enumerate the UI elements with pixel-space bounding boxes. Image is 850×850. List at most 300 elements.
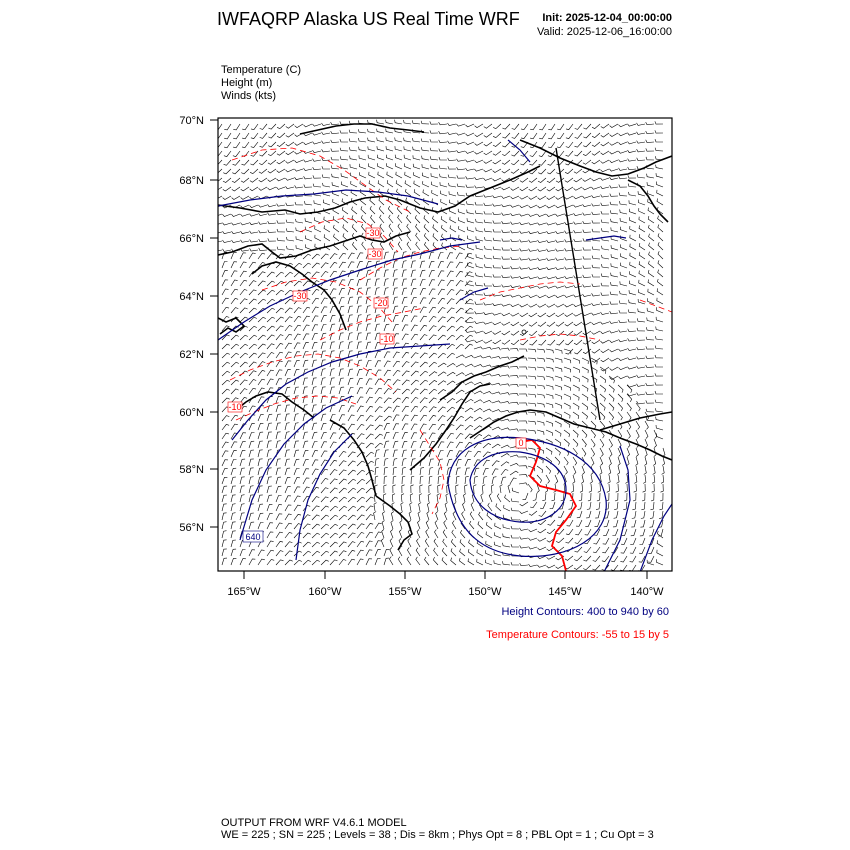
wind-barb <box>556 322 564 326</box>
wind-barb <box>438 407 446 412</box>
wind-barb <box>590 475 593 484</box>
wind-barb <box>303 478 309 484</box>
wind-barb <box>574 340 582 345</box>
wind-barb <box>418 520 421 529</box>
wind-barb <box>576 520 582 526</box>
wind-barb <box>646 346 654 349</box>
wind-barb <box>636 421 640 429</box>
wind-barb <box>441 199 447 205</box>
wind-barb <box>312 298 319 304</box>
wind-barb <box>555 286 564 288</box>
wind-barb <box>223 249 232 252</box>
wind-barb <box>467 210 474 214</box>
wind-barb <box>564 385 571 391</box>
wind-barb <box>268 133 276 138</box>
wind-barb <box>573 367 579 373</box>
wind-barb <box>357 297 362 304</box>
wind-barb <box>402 307 408 314</box>
wind-barb <box>546 430 552 436</box>
wind-barb <box>249 459 254 466</box>
wind-barb <box>435 530 439 538</box>
wind-barb <box>447 363 455 367</box>
wind-barb <box>602 556 609 562</box>
wind-barb <box>375 550 381 556</box>
wind-barb <box>231 308 238 313</box>
wind-barb <box>510 384 518 387</box>
wind-barb <box>285 290 293 295</box>
wind-barb <box>603 529 609 535</box>
wind-barb <box>222 522 227 529</box>
wind-barb <box>456 355 465 358</box>
wind-barb <box>313 150 322 153</box>
wind-barb <box>519 349 527 352</box>
wind-barb <box>285 343 292 349</box>
wind-barb <box>566 538 574 543</box>
wind-barb <box>366 550 372 556</box>
wind-barb <box>321 488 328 493</box>
wind-barb <box>357 497 365 502</box>
wind-barb <box>249 477 254 484</box>
wind-barb <box>627 448 630 457</box>
wind-barb <box>322 132 331 135</box>
wind-barb <box>484 160 492 163</box>
wind-barb <box>419 494 422 502</box>
wind-barb <box>632 502 636 510</box>
wind-barb <box>411 398 418 404</box>
wind-barb <box>598 484 601 492</box>
wind-barb <box>556 240 565 243</box>
wind-barb <box>366 279 371 286</box>
wind-barb <box>379 206 384 214</box>
wind-barb <box>267 495 272 502</box>
wind-barb <box>428 494 431 502</box>
wind-barb <box>610 292 618 295</box>
wind-barb <box>429 468 433 476</box>
wind-barb <box>573 358 580 364</box>
wind-barb <box>240 253 246 259</box>
wind-barb <box>294 560 302 565</box>
wind-barb <box>420 325 427 331</box>
wind-barb <box>655 121 663 124</box>
wind-barb <box>294 169 303 171</box>
wind-barb <box>303 460 309 467</box>
wind-barb <box>387 163 393 169</box>
wind-barb <box>594 529 600 535</box>
wind-barb <box>465 355 474 358</box>
wind-barb <box>384 432 390 439</box>
wind-barb <box>583 266 591 269</box>
wind-barb <box>321 387 326 394</box>
wind-barb <box>294 450 299 457</box>
wind-barb <box>538 313 546 317</box>
wind-barb <box>565 276 574 279</box>
wind-barb <box>520 537 528 540</box>
wind-barb <box>405 180 411 187</box>
wind-barb <box>556 313 564 317</box>
wind-barb <box>591 313 600 315</box>
wind-barb <box>420 371 428 376</box>
wind-barb <box>361 206 366 214</box>
wind-barb <box>249 424 255 430</box>
wind-barb <box>312 289 319 295</box>
wind-barb <box>465 408 473 412</box>
wind-barb <box>368 138 375 142</box>
wind-barb <box>357 397 363 403</box>
wind-barb <box>294 505 301 511</box>
wind-barb <box>537 214 546 217</box>
wind-barb <box>601 142 609 146</box>
wind-barb <box>458 209 465 214</box>
wind-barb <box>286 169 295 172</box>
wind-barb <box>277 169 285 173</box>
wind-barb <box>393 315 398 322</box>
wind-barb <box>312 124 321 126</box>
wind-barb <box>501 384 510 387</box>
wind-barb <box>637 357 645 360</box>
wind-barb <box>285 387 290 394</box>
wind-barb <box>404 120 412 124</box>
wind-barb <box>447 451 453 457</box>
wind-barb <box>502 256 510 259</box>
wind-barb <box>637 384 646 387</box>
wind-barb <box>557 124 564 130</box>
wind-barb <box>631 529 636 536</box>
wind-barb <box>502 160 510 164</box>
wind-barb <box>529 205 538 208</box>
wind-barb <box>537 421 544 426</box>
wind-barb <box>476 245 483 250</box>
wind-barb <box>411 279 416 286</box>
wind-barb <box>411 288 416 295</box>
wind-barb <box>547 277 556 279</box>
wind-barb <box>249 353 257 358</box>
wind-barb <box>402 380 410 385</box>
wind-barb <box>588 493 591 501</box>
wind-barb <box>382 529 384 538</box>
wind-barb <box>419 503 422 512</box>
wind-barb <box>295 124 303 128</box>
wind-barb <box>566 133 573 139</box>
wind-barb <box>429 326 436 331</box>
wind-barb <box>637 132 646 135</box>
wind-barb <box>305 227 312 232</box>
wind-barb <box>602 547 609 553</box>
wind-barb <box>420 389 428 394</box>
wind-barb <box>645 430 648 439</box>
wind-barb <box>429 407 436 412</box>
wind-barb <box>339 470 347 475</box>
wind-barb <box>222 280 228 286</box>
wind-barb <box>267 379 274 385</box>
wind-barb <box>322 166 330 169</box>
wind-barb <box>240 344 248 349</box>
wind-barb <box>547 258 556 261</box>
wind-barb <box>528 421 536 425</box>
wind-barb <box>402 450 407 457</box>
wind-barb <box>402 316 408 322</box>
wind-barb <box>592 220 600 223</box>
wind-barb <box>249 380 256 386</box>
wind-barb <box>600 322 609 324</box>
wind-barb <box>402 325 408 331</box>
wind-barb <box>340 130 348 133</box>
wind-barb <box>601 228 609 232</box>
wind-barb <box>402 433 408 439</box>
wind-barb <box>312 560 320 565</box>
wind-barb <box>459 217 466 223</box>
wind-barb <box>574 196 583 199</box>
wind-barb <box>623 502 627 510</box>
wind-barb <box>249 299 257 304</box>
wind-barb <box>276 423 281 430</box>
wind-barb <box>339 360 344 367</box>
wind-barb <box>395 155 402 160</box>
wind-barb <box>366 388 373 394</box>
wind-barb <box>348 262 354 268</box>
wind-barb <box>601 160 610 163</box>
wind-barb <box>546 475 550 483</box>
wind-barb <box>267 514 273 521</box>
wind-barb <box>231 549 236 556</box>
wind-barb <box>547 529 555 534</box>
wind-barb <box>573 394 579 400</box>
wind-barb <box>502 213 511 216</box>
wind-barb <box>625 475 628 483</box>
wind-barb <box>276 523 283 529</box>
wind-barb <box>267 523 273 529</box>
wind-barb <box>276 532 283 538</box>
wind-barb <box>268 230 276 233</box>
wind-barb <box>267 272 275 277</box>
wind-barb <box>330 551 338 556</box>
wind-barb <box>529 267 538 270</box>
wind-barb <box>303 487 310 493</box>
wind-barb <box>430 139 438 142</box>
wind-barb <box>224 133 231 139</box>
wind-barb <box>466 142 475 145</box>
wind-barb <box>366 425 374 430</box>
wind-barb <box>537 475 542 483</box>
wind-barb <box>547 313 555 317</box>
wind-barb <box>321 369 326 376</box>
wind-barb <box>584 547 591 553</box>
wind-barb <box>250 231 259 234</box>
wind-barb <box>456 459 462 466</box>
wind-barb <box>495 523 501 529</box>
wind-barb <box>662 466 665 474</box>
wind-barb <box>303 387 308 394</box>
wind-barb <box>303 378 308 385</box>
wind-barb <box>241 169 249 174</box>
wind-barb <box>277 151 285 155</box>
wind-barb <box>366 297 371 304</box>
wind-barb <box>475 302 483 305</box>
wind-barb <box>343 242 348 250</box>
wind-barb <box>258 379 265 385</box>
lat-label: 56°N <box>179 522 204 534</box>
wind-barb <box>564 214 573 216</box>
wind-barb <box>411 261 416 268</box>
wind-barb <box>312 551 320 556</box>
wind-barb <box>585 520 591 526</box>
wind-barb <box>456 476 460 484</box>
wind-barb <box>617 466 620 475</box>
wind-barb <box>519 421 527 424</box>
wind-barb <box>447 407 455 412</box>
wind-barb <box>429 398 437 403</box>
wind-barb <box>366 559 372 565</box>
wind-barb <box>448 166 456 169</box>
wind-barb <box>482 485 485 493</box>
wind-barb <box>493 142 501 147</box>
wind-barb <box>391 512 394 521</box>
wind-barb <box>438 363 446 367</box>
wind-barb <box>438 353 446 358</box>
wind-barb <box>416 233 420 241</box>
wind-barb <box>416 224 421 232</box>
wind-barb <box>648 556 654 562</box>
wind-barb <box>468 558 474 565</box>
wind-barb <box>231 460 237 467</box>
wind-barb <box>258 559 265 565</box>
wind-barb <box>502 230 510 233</box>
wind-barb <box>330 515 338 520</box>
wind-barb <box>481 493 483 502</box>
wind-barb <box>386 146 393 151</box>
wind-barb <box>565 556 573 560</box>
wind-barb <box>421 121 429 124</box>
wind-barb <box>249 362 257 367</box>
wind-barb <box>258 441 263 448</box>
wind-barb <box>618 358 627 361</box>
wind-barb <box>661 475 664 483</box>
wind-barb <box>377 129 384 133</box>
wind-barb <box>574 322 582 326</box>
wind-barb <box>343 216 348 223</box>
wind-barb <box>619 367 628 370</box>
wind-barb <box>528 385 536 388</box>
wind-barb <box>618 151 627 153</box>
wind-barb <box>348 415 355 421</box>
wind-barb <box>511 313 520 316</box>
wind-barb <box>464 494 467 503</box>
wind-barb <box>340 156 348 160</box>
wind-barbs <box>213 120 665 571</box>
wind-barb <box>418 512 420 521</box>
wind-barb <box>330 506 338 511</box>
wind-barb <box>222 442 229 448</box>
wind-barb <box>592 195 601 197</box>
wind-barb <box>420 316 427 322</box>
wind-barb <box>276 405 281 412</box>
wind-barb <box>429 389 437 394</box>
wind-barb <box>258 468 263 475</box>
wind-barb <box>438 485 441 493</box>
wind-barb <box>421 147 429 151</box>
wind-barb <box>303 432 308 439</box>
wind-barb <box>620 556 627 562</box>
wind-barb <box>357 360 362 367</box>
wind-barb <box>321 560 329 565</box>
wind-barb <box>438 381 446 385</box>
wind-barb <box>474 356 483 358</box>
wind-barb <box>592 284 600 287</box>
wind-barb <box>232 169 240 174</box>
wind-barb <box>468 245 475 251</box>
wind-barb <box>421 139 429 142</box>
wind-barb <box>610 301 618 304</box>
wind-barb <box>312 506 320 511</box>
wind-barb <box>457 184 465 187</box>
wind-barb <box>359 164 366 169</box>
wind-barb <box>438 476 441 484</box>
lat-label: 70°N <box>179 115 204 127</box>
wind-barb <box>231 371 239 376</box>
wind-barb <box>258 432 263 439</box>
wind-barb <box>630 244 636 250</box>
wind-barb <box>231 451 237 457</box>
wind-barb <box>511 331 519 335</box>
wind-barb <box>357 506 365 511</box>
wind-barb <box>387 172 393 178</box>
wind-barb <box>573 205 582 207</box>
wind-barb <box>411 334 418 340</box>
wind-barb <box>443 539 447 547</box>
wind-barb <box>231 298 238 304</box>
wind-barb <box>582 430 587 438</box>
wind-barb <box>231 468 236 475</box>
wind-barb <box>618 448 621 457</box>
wind-barb <box>583 331 591 335</box>
wind-barb <box>585 529 591 535</box>
wind-barb <box>295 185 303 188</box>
wind-barb <box>592 229 600 232</box>
wind-barb <box>649 261 655 268</box>
wind-barb <box>519 295 528 298</box>
wind-barb <box>583 151 591 156</box>
wind-barb <box>402 371 410 376</box>
wind-barb <box>396 180 402 187</box>
wind-barb <box>330 351 335 358</box>
wind-barb <box>411 298 417 305</box>
wind-barb <box>312 263 320 268</box>
wind-barb <box>474 391 483 394</box>
wind-barb <box>618 412 622 420</box>
wind-barb <box>621 547 627 553</box>
wind-barb <box>348 333 353 340</box>
wind-barb <box>357 406 364 412</box>
wind-barb <box>393 467 397 475</box>
wind-barb <box>607 484 610 492</box>
wind-barb <box>547 178 555 183</box>
wind-barb <box>438 390 446 395</box>
wind-barb <box>438 424 445 430</box>
wind-barb <box>351 181 357 187</box>
wind-barb <box>567 520 573 526</box>
wind-barb <box>475 321 484 324</box>
wind-barb <box>451 539 456 547</box>
wind-barb <box>601 349 609 353</box>
wind-barb <box>429 317 436 323</box>
wind-barb <box>565 267 573 270</box>
wind-barb <box>379 197 384 205</box>
lat-label: 68°N <box>179 175 204 187</box>
wind-barb <box>484 142 492 146</box>
wind-barb <box>411 476 414 484</box>
wind-barb <box>456 344 464 349</box>
wind-barb <box>600 394 605 401</box>
wind-barb <box>546 286 555 288</box>
